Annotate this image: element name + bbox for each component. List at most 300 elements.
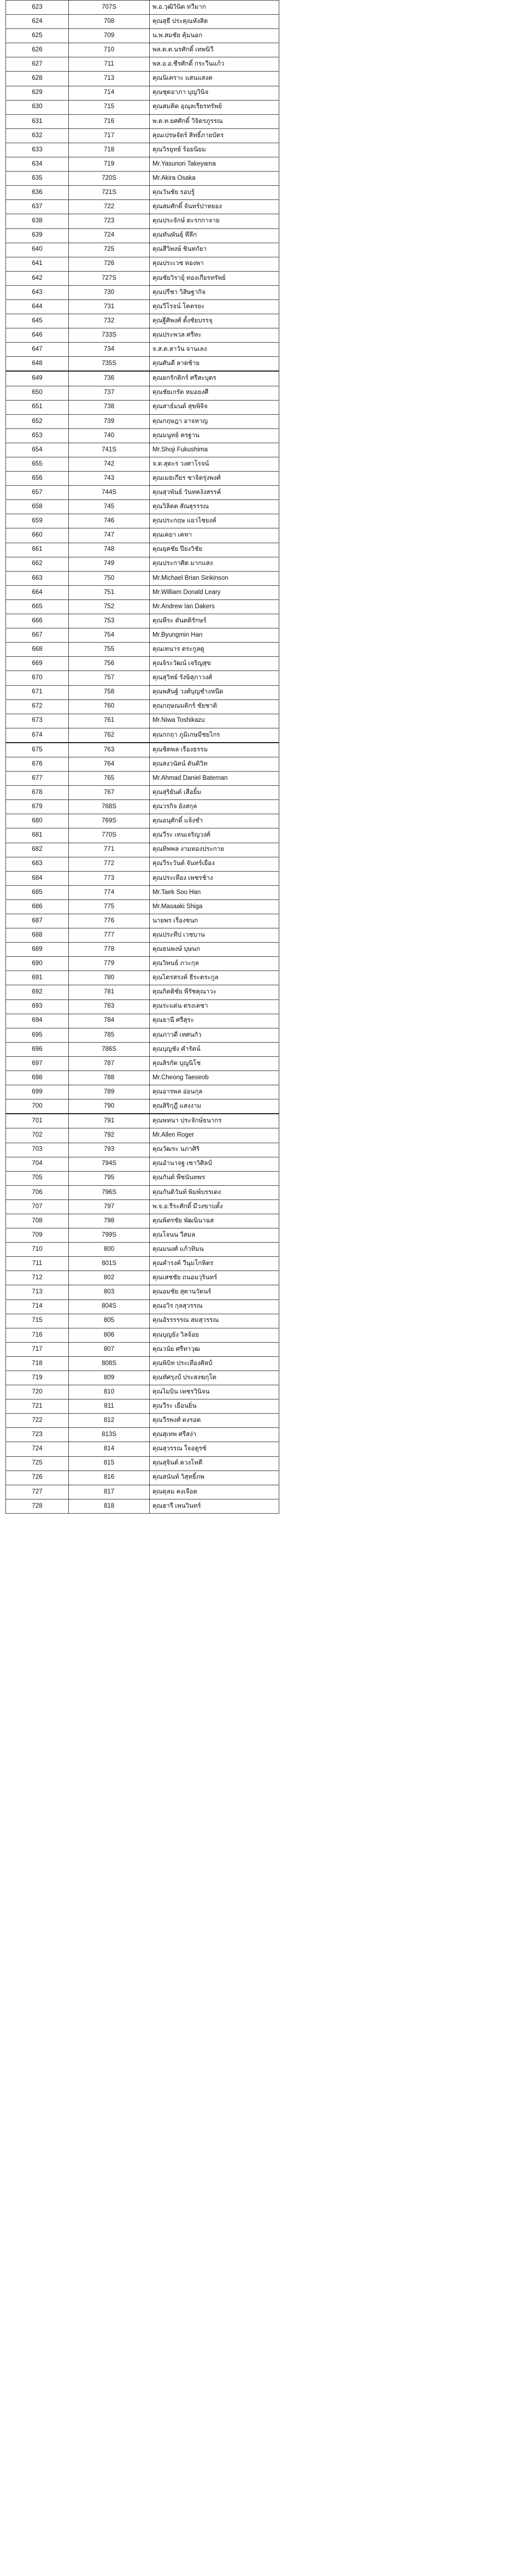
member-code: 755 (69, 643, 150, 657)
member-name: พล.ต.ต.นรศักดิ์ เทพนิวี (150, 43, 279, 57)
sequence-number: 626 (6, 43, 69, 57)
sequence-number: 627 (6, 57, 69, 72)
sequence-number: 664 (6, 585, 69, 599)
member-name: คุณกฤษณมติกร์ ชัยชาติ (150, 699, 279, 714)
member-name: Mr.William Donald Leary (150, 585, 279, 599)
sequence-number: 719 (6, 1371, 69, 1385)
sequence-number: 653 (6, 428, 69, 443)
table-row (6, 1485, 279, 1499)
table-row (6, 400, 279, 414)
member-name: คุณเปรษจัตร์ สิทธิ์ภายบัตร (150, 128, 279, 143)
sequence-number: 685 (6, 885, 69, 899)
member-code: 796S (69, 1185, 150, 1199)
member-code: 734 (69, 343, 150, 357)
table-row (6, 72, 279, 86)
member-code: 736 (69, 371, 150, 386)
member-name: คุณบุญชัง คำรัตน์ (150, 1042, 279, 1056)
member-list-table (5, 0, 279, 1514)
member-name: คุณวิพนธ์ ภวะกุล (150, 957, 279, 971)
sequence-number: 679 (6, 800, 69, 814)
table-row (6, 671, 279, 685)
member-name: คุณสงวนัตน์ ตันติวิท (150, 757, 279, 771)
member-name: คุณสุวพันธ์ วันทคงังสรรค์ (150, 486, 279, 500)
sequence-number: 677 (6, 772, 69, 786)
table-row (6, 328, 279, 343)
member-name: คุณประกฤษ แยวไชยงค์ (150, 514, 279, 528)
sequence-number: 698 (6, 1071, 69, 1085)
table-row (6, 814, 279, 828)
table-row (6, 500, 279, 514)
table-row (6, 957, 279, 971)
member-code: 799S (69, 1228, 150, 1243)
table-row (6, 1028, 279, 1042)
member-code: 737 (69, 386, 150, 400)
member-code: 715 (69, 100, 150, 114)
member-name: คุณวีโรจน์ โคตรยะ (150, 299, 279, 314)
member-code: 781 (69, 985, 150, 999)
sequence-number: 669 (6, 657, 69, 671)
table-row (6, 1157, 279, 1171)
table-row (6, 214, 279, 228)
member-name: คุณวนัย ศรีทาวุฒ (150, 1342, 279, 1356)
sequence-number: 723 (6, 1428, 69, 1442)
member-code: 738 (69, 400, 150, 414)
member-code: 813S (69, 1428, 150, 1442)
table-row (6, 657, 279, 671)
sequence-number: 642 (6, 271, 69, 285)
member-code: 805 (69, 1314, 150, 1328)
member-code: 742 (69, 457, 150, 472)
member-code: 771 (69, 843, 150, 857)
member-name: คุณกฤษฎา อาจหาญ (150, 414, 279, 428)
table-row (6, 528, 279, 543)
table-row (6, 985, 279, 999)
member-name: พ.อ.วุฒิวินิต ทวีมาก (150, 1, 279, 15)
sequence-number: 720 (6, 1385, 69, 1399)
sequence-number: 717 (6, 1342, 69, 1356)
member-code: 718 (69, 143, 150, 157)
member-name: คุณอัรรรรรณ สมสุวรรณ (150, 1314, 279, 1328)
member-name: Mr.Cheong Taeseob (150, 1071, 279, 1085)
member-name: คุณวันชัย รอบรู้ (150, 186, 279, 200)
member-code: 708 (69, 15, 150, 29)
member-name: Mr.Michael Brian Sinkinson (150, 571, 279, 585)
table-row (6, 343, 279, 357)
table-row (6, 871, 279, 885)
member-code: 747 (69, 528, 150, 543)
member-name: จ.ส.ต.สาวัน จานเลง (150, 343, 279, 357)
table-row (6, 685, 279, 699)
member-name: คุณฐีศิพงศ์ ตั้งชัยบรรจุ (150, 314, 279, 328)
member-code: 749 (69, 557, 150, 571)
table-row (6, 1257, 279, 1271)
member-name: คุณอนุศักดิ์ แจ้งชำ (150, 814, 279, 828)
sequence-number: 726 (6, 1471, 69, 1485)
member-name: คุณพหนา ประจักษ์ธนากร (150, 1114, 279, 1128)
member-code: 793 (69, 1143, 150, 1157)
sequence-number: 713 (6, 1285, 69, 1299)
member-code: 735S (69, 357, 150, 372)
member-name: คุณวีระ เทนเจริญวงศ์ (150, 828, 279, 843)
table-row (6, 243, 279, 257)
sequence-number: 718 (6, 1356, 69, 1371)
member-code: 806 (69, 1328, 150, 1342)
member-code: 725 (69, 243, 150, 257)
sequence-number: 692 (6, 985, 69, 999)
sequence-number: 673 (6, 714, 69, 728)
member-name: พล.อ.อ.ชีรศักดิ์ กระวีนแก้ว (150, 57, 279, 72)
sequence-number: 688 (6, 928, 69, 943)
table-row (6, 699, 279, 714)
sequence-number: 638 (6, 214, 69, 228)
sequence-number: 623 (6, 1, 69, 15)
member-code: 779 (69, 957, 150, 971)
member-name: คุณเคยา เคทา (150, 528, 279, 543)
sequence-number: 678 (6, 786, 69, 800)
sequence-number: 661 (6, 543, 69, 557)
table-row (6, 472, 279, 486)
sequence-number: 709 (6, 1228, 69, 1243)
table-row (6, 299, 279, 314)
sequence-number: 680 (6, 814, 69, 828)
table-row (6, 1071, 279, 1085)
member-code: 762 (69, 728, 150, 743)
member-name: คุณเมธเกียร ชาจิตรุ่งพงศ์ (150, 472, 279, 486)
table-row (6, 514, 279, 528)
sequence-number: 637 (6, 200, 69, 214)
sequence-number: 659 (6, 514, 69, 528)
member-name: คุณสุจินต์ ดวงโหดี (150, 1456, 279, 1471)
member-name: คุณวีรพงศ์ ดงรอด (150, 1414, 279, 1428)
sequence-number: 708 (6, 1214, 69, 1228)
table-row (6, 1171, 279, 1185)
table-row (6, 371, 279, 386)
sequence-number: 649 (6, 371, 69, 386)
member-name: คุณกิตติชัย พีรัชคุณาวะ (150, 985, 279, 999)
member-name: คุณไมบิน เพชรวินิจน (150, 1385, 279, 1399)
sequence-number: 639 (6, 228, 69, 243)
table-row (6, 128, 279, 143)
sequence-number: 643 (6, 285, 69, 299)
sequence-number: 665 (6, 599, 69, 614)
sequence-number: 671 (6, 685, 69, 699)
member-code: 756 (69, 657, 150, 671)
member-code: 794S (69, 1157, 150, 1171)
member-name: น.พ.สมชัย คุ้มนอก (150, 29, 279, 43)
table-row (6, 1385, 279, 1399)
sequence-number: 668 (6, 643, 69, 657)
sequence-number: 628 (6, 72, 69, 86)
member-code: 727S (69, 271, 150, 285)
member-name: คุณอารพล อ่อนกุล (150, 1085, 279, 1099)
sequence-number: 706 (6, 1185, 69, 1199)
table-row (6, 271, 279, 285)
sequence-number: 645 (6, 314, 69, 328)
member-code: 721S (69, 186, 150, 200)
member-code: 720S (69, 172, 150, 186)
member-code: 767 (69, 786, 150, 800)
table-row (6, 285, 279, 299)
table-row (6, 1099, 279, 1114)
table-row (6, 585, 279, 599)
sequence-number: 686 (6, 899, 69, 914)
member-code: 732 (69, 314, 150, 328)
table-row (6, 1342, 279, 1356)
member-name: คุณสิริกุฎี แสงงาม (150, 1099, 279, 1114)
member-code: 757 (69, 671, 150, 685)
member-name: คุณยกรักติกร์ ศรีสะบุตร (150, 371, 279, 386)
sequence-number: 681 (6, 828, 69, 843)
sequence-number: 635 (6, 172, 69, 186)
table-row (6, 1214, 279, 1228)
table-row (6, 1271, 279, 1285)
table-row (6, 772, 279, 786)
member-name: Mr.Ahmad Daniel Bateman (150, 772, 279, 786)
member-name: คุณฮารี เพนวินทร์ (150, 1499, 279, 1513)
sequence-number: 711 (6, 1257, 69, 1271)
sequence-number: 701 (6, 1114, 69, 1128)
member-code: 786S (69, 1042, 150, 1056)
member-code: 775 (69, 899, 150, 914)
table-row (6, 928, 279, 943)
member-code: 711 (69, 57, 150, 72)
table-row (6, 943, 279, 957)
member-name: คุณวัฒระ นภาศิริ (150, 1143, 279, 1157)
table-row (6, 1, 279, 15)
member-code: 730 (69, 285, 150, 299)
member-code: 717 (69, 128, 150, 143)
member-code: 802 (69, 1271, 150, 1285)
table-row (6, 757, 279, 771)
member-code: 745 (69, 500, 150, 514)
sequence-number: 714 (6, 1299, 69, 1314)
table-row (6, 1243, 279, 1257)
member-name: Mr.Byungmin Han (150, 628, 279, 643)
member-code: 780 (69, 971, 150, 985)
sequence-number: 693 (6, 999, 69, 1014)
table-row (6, 1399, 279, 1414)
sequence-number: 630 (6, 100, 69, 114)
table-row (6, 743, 279, 757)
member-name: คุณวีระวันต์ จันทร์เยือง (150, 857, 279, 871)
table-row (6, 1042, 279, 1056)
sequence-number: 703 (6, 1143, 69, 1157)
sequence-number: 636 (6, 186, 69, 200)
sequence-number: 624 (6, 15, 69, 29)
member-name: คุณมนงศ์ แก้วทิมน (150, 1243, 279, 1257)
sequence-number: 722 (6, 1414, 69, 1428)
member-code: 790 (69, 1099, 150, 1114)
sequence-number: 690 (6, 957, 69, 971)
member-name: คุณเสชชัย ถนอมวุรินทร์ (150, 1271, 279, 1285)
table-row (6, 43, 279, 57)
member-code: 811 (69, 1399, 150, 1414)
table-row (6, 1228, 279, 1243)
member-code: 791 (69, 1114, 150, 1128)
member-name: คุณสุริยันต์ เสือยิ้ม (150, 786, 279, 800)
sequence-number: 646 (6, 328, 69, 343)
member-code: 776 (69, 914, 150, 928)
sequence-number: 648 (6, 357, 69, 372)
table-row (6, 57, 279, 72)
member-code: 733S (69, 328, 150, 343)
member-name: Mr.Andrew Ian Dakers (150, 599, 279, 614)
member-name: คุณชัยเกรัต หมอยงศี (150, 386, 279, 400)
member-name: คุณทันพันธุ์ ทีลึก (150, 228, 279, 243)
member-code: 744S (69, 486, 150, 500)
member-name: คุณอมชัย สุดานวัตนร์ (150, 1285, 279, 1299)
member-name: คุณยุคชัย ปียงวิชัย (150, 543, 279, 557)
sequence-number: 683 (6, 857, 69, 871)
sequence-number: 691 (6, 971, 69, 985)
table-row (6, 29, 279, 43)
sequence-number: 654 (6, 443, 69, 457)
sequence-number: 694 (6, 1014, 69, 1028)
member-code: 722 (69, 200, 150, 214)
table-row (6, 257, 279, 271)
table-row (6, 800, 279, 814)
sequence-number: 707 (6, 1199, 69, 1214)
sequence-number: 651 (6, 400, 69, 414)
member-code: 714 (69, 86, 150, 100)
member-name: คุณจิระวัฒน์ เจริญสุข (150, 657, 279, 671)
table-row (6, 1471, 279, 1485)
sequence-number: 629 (6, 86, 69, 100)
member-code: 801S (69, 1257, 150, 1271)
table-row (6, 1285, 279, 1299)
member-name: คุณสิรกัด บุญนิโช (150, 1056, 279, 1071)
member-code: 807 (69, 1342, 150, 1356)
sequence-number: 625 (6, 29, 69, 43)
table-row (6, 1199, 279, 1214)
member-name: คุณวิลิตต สัณฐุรรรณ (150, 500, 279, 514)
member-code: 789 (69, 1085, 150, 1099)
member-name: คุณสุวรรณ ใจอตูรซ์ (150, 1442, 279, 1456)
member-name: คุณพิบิท ประเทืองศิลป์ (150, 1356, 279, 1371)
sequence-number: 710 (6, 1243, 69, 1257)
sequence-number: 700 (6, 1099, 69, 1114)
member-name: คุณประกาศิต มากแสง (150, 557, 279, 571)
table-row (6, 100, 279, 114)
member-code: 754 (69, 628, 150, 643)
member-name: คุณพสันฐ์ วงศ์บุญชำงหนีด (150, 685, 279, 699)
member-code: 816 (69, 1471, 150, 1485)
sequence-number: 712 (6, 1271, 69, 1285)
member-code: 763 (69, 743, 150, 757)
member-name: คุณสมคิด อุณุลเรียรทรัพย์ (150, 100, 279, 114)
table-row (6, 143, 279, 157)
table-row (6, 1428, 279, 1442)
member-name: จ.ต.สุตะร วงศาโรจน์ (150, 457, 279, 472)
sequence-number: 631 (6, 114, 69, 128)
table-row (6, 843, 279, 857)
member-code: 777 (69, 928, 150, 943)
member-name: คุณบุญยัง วิลจ้อย (150, 1328, 279, 1342)
table-row (6, 86, 279, 100)
member-code: 800 (69, 1243, 150, 1257)
member-name: คุณสีวิพงษ์ ชินทกัยา (150, 243, 279, 257)
table-row (6, 1371, 279, 1385)
table-row (6, 828, 279, 843)
sequence-number: 725 (6, 1456, 69, 1471)
table-row (6, 899, 279, 914)
member-code: 710 (69, 43, 150, 57)
table-row (6, 1499, 279, 1513)
table-row (6, 157, 279, 172)
member-name: Mr.Allen Roger (150, 1128, 279, 1143)
sequence-number: 658 (6, 500, 69, 514)
member-name: คุณชุดอาภา บุญวินิจ (150, 86, 279, 100)
sequence-number: 641 (6, 257, 69, 271)
member-name: คุณประเวช ทองพา (150, 257, 279, 271)
member-name: คุณธนพงษ์ บุษนก (150, 943, 279, 957)
sequence-number: 676 (6, 757, 69, 771)
sequence-number: 656 (6, 472, 69, 486)
member-name: Mr.Taek Soo Han (150, 885, 279, 899)
member-code: 792 (69, 1128, 150, 1143)
member-code: 787 (69, 1056, 150, 1071)
member-code: 753 (69, 614, 150, 628)
table-row (6, 228, 279, 243)
table-row (6, 414, 279, 428)
table-row (6, 114, 279, 128)
member-name: คุณสุธี ประคุณหังสิต (150, 15, 279, 29)
member-name: คุณปรีชา วิสิษฐากิจ (150, 285, 279, 299)
member-code: 778 (69, 943, 150, 957)
sequence-number: 699 (6, 1085, 69, 1099)
member-code: 783 (69, 999, 150, 1014)
member-code: 788 (69, 1071, 150, 1085)
member-name: คุณทิพพล งามทองประกาย (150, 843, 279, 857)
sequence-number: 727 (6, 1485, 69, 1499)
member-code: 810 (69, 1385, 150, 1399)
member-name: คุณโจนน วีสมล (150, 1228, 279, 1243)
table-row (6, 786, 279, 800)
member-code: 726 (69, 257, 150, 271)
table-row (6, 1014, 279, 1028)
table-row (6, 1185, 279, 1199)
table-row (6, 1299, 279, 1314)
table-row (6, 1114, 279, 1128)
member-code: 769S (69, 814, 150, 828)
member-code: 719 (69, 157, 150, 172)
member-code: 751 (69, 585, 150, 599)
member-name: คุณนิเคราะ แสนแสงต (150, 72, 279, 86)
member-code: 746 (69, 514, 150, 528)
sequence-number: 687 (6, 914, 69, 928)
member-name: คุณกันติวันท์ พิมพ์บรรเดง (150, 1185, 279, 1199)
table-row (6, 543, 279, 557)
member-name: คุณวรกิจ ยังสกุล (150, 800, 279, 814)
member-name: คุณสุเทพ ศรีสง่า (150, 1428, 279, 1442)
member-code: 812 (69, 1414, 150, 1428)
member-name: คุณพิตรชัย พัฒนินาฉส (150, 1214, 279, 1228)
table-row (6, 628, 279, 643)
member-code: 808S (69, 1356, 150, 1371)
member-code: 748 (69, 543, 150, 557)
member-code: 764 (69, 757, 150, 771)
member-code: 809 (69, 1371, 150, 1385)
table-row (6, 1056, 279, 1071)
table-row (6, 15, 279, 29)
sequence-number: 684 (6, 871, 69, 885)
member-name: คุณประเทือง เพชรช้าง (150, 871, 279, 885)
table-row (6, 1414, 279, 1428)
table-row (6, 457, 279, 472)
table-row (6, 914, 279, 928)
sequence-number: 644 (6, 299, 69, 314)
table-row (6, 643, 279, 657)
